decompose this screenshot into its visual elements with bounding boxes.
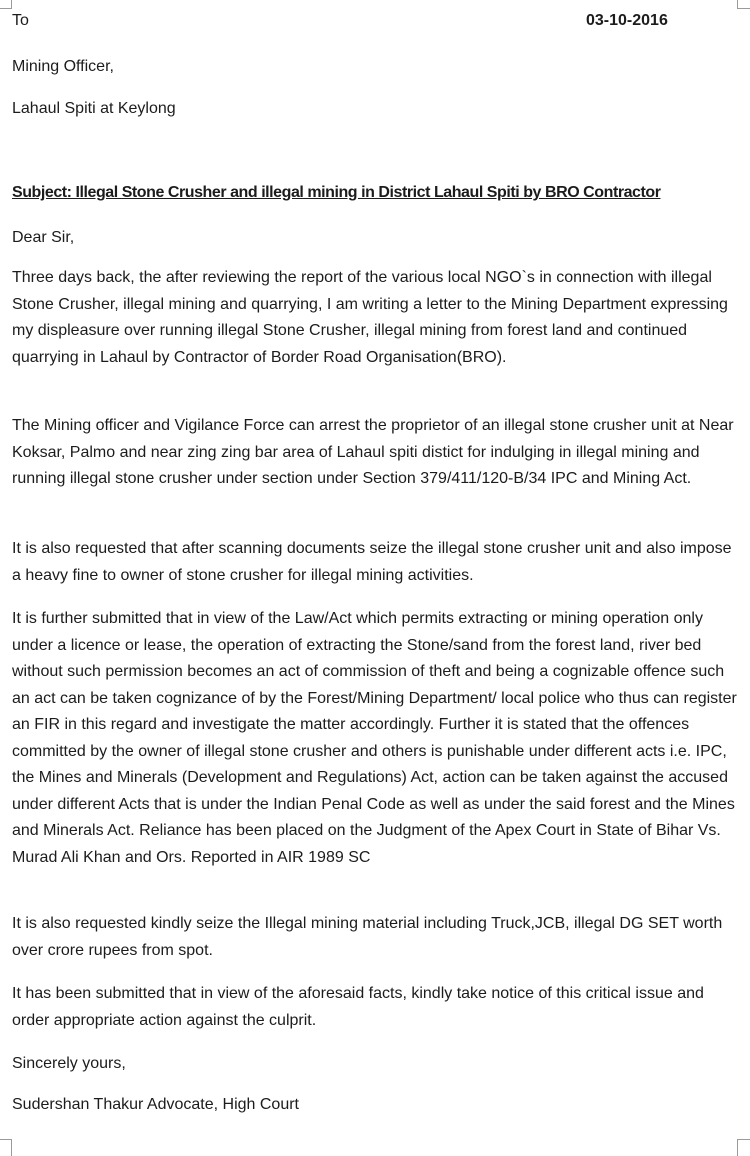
letter-date: 03-10-2016 bbox=[586, 12, 668, 29]
body-paragraph-4: It is further submitted that in view of the Law/Act which permits extracting or mining operation only under a licence or lease, the operation of extracting the Stone/sand from the forest land, river bed without such permission becomes an act of commission of theft and being a cognizable offence such an act can be taken cognizance of by the Forest/Mining Department/ local police who thus can register an FIR in this regard and investigate the matter accordingly. Further it is stated that the offences committed by the owner of illegal stone crusher and others is punishable under different acts i.e. IPC, the Mines and Minerals (Development and Regulations) Act, action can be taken against the accused under different Acts that is under the Indian Penal Code as well as under the said forest and the Mines and Minerals Act. Reliance has been placed on the Judgment of the Apex Court in State of Bihar Vs. Murad Ali Khan and Ors. Reported in AIR 1989 SC bbox=[12, 610, 737, 866]
crop-mark-bottom-right bbox=[737, 1139, 750, 1156]
body-paragraph-6: It has been submitted that in view of the aforesaid facts, kindly take notice of this critical issue and order appropriate action against the culprit. bbox=[12, 985, 704, 1029]
crop-mark-bottom-left bbox=[0, 1139, 12, 1156]
body-paragraph-3: It is also requested that after scanning documents seize the illegal stone crusher unit and also impose a heavy fine to owner of stone crusher for illegal mining activities. bbox=[12, 540, 732, 584]
recipient-title: Mining Officer, bbox=[12, 58, 114, 75]
subject-line: Subject: Illegal Stone Crusher and illegal mining in District Lahaul Spiti by BRO Contractor bbox=[12, 184, 661, 201]
crop-mark-top-right bbox=[737, 0, 750, 9]
recipient-address: Lahaul Spiti at Keylong bbox=[12, 100, 176, 117]
signature-line: Sudershan Thakur Advocate, High Court bbox=[12, 1096, 299, 1113]
body-paragraph-5: It is also requested kindly seize the Illegal mining material including Truck,JCB, illegal DG SET worth over crore rupees from spot. bbox=[12, 915, 723, 959]
salutation: Dear Sir, bbox=[12, 229, 75, 246]
closing: Sincerely yours, bbox=[12, 1055, 126, 1072]
body-paragraph-2: The Mining officer and Vigilance Force can arrest the proprietor of an illegal stone crusher unit at Near Koksar, Palmo and near zing zing bar area of Lahaul spiti distict for indulging in illegal mining and running illegal stone crusher under section under Section 379/411/120-B/34 IPC and Mining Act. bbox=[12, 417, 734, 487]
crop-mark-top-left bbox=[0, 0, 12, 9]
to-line: To bbox=[12, 12, 29, 29]
body-paragraph-1: Three days back, the after reviewing the report of the various local NGO`s in connection with illegal Stone Crusher, illegal mining and quarrying, I am writing a letter to the Mining Department expressing my displeasure over running illegal Stone Crusher, illegal mining from forest land and continued quarrying in Lahaul by Contractor of Border Road Organisation(BRO). bbox=[12, 269, 728, 366]
